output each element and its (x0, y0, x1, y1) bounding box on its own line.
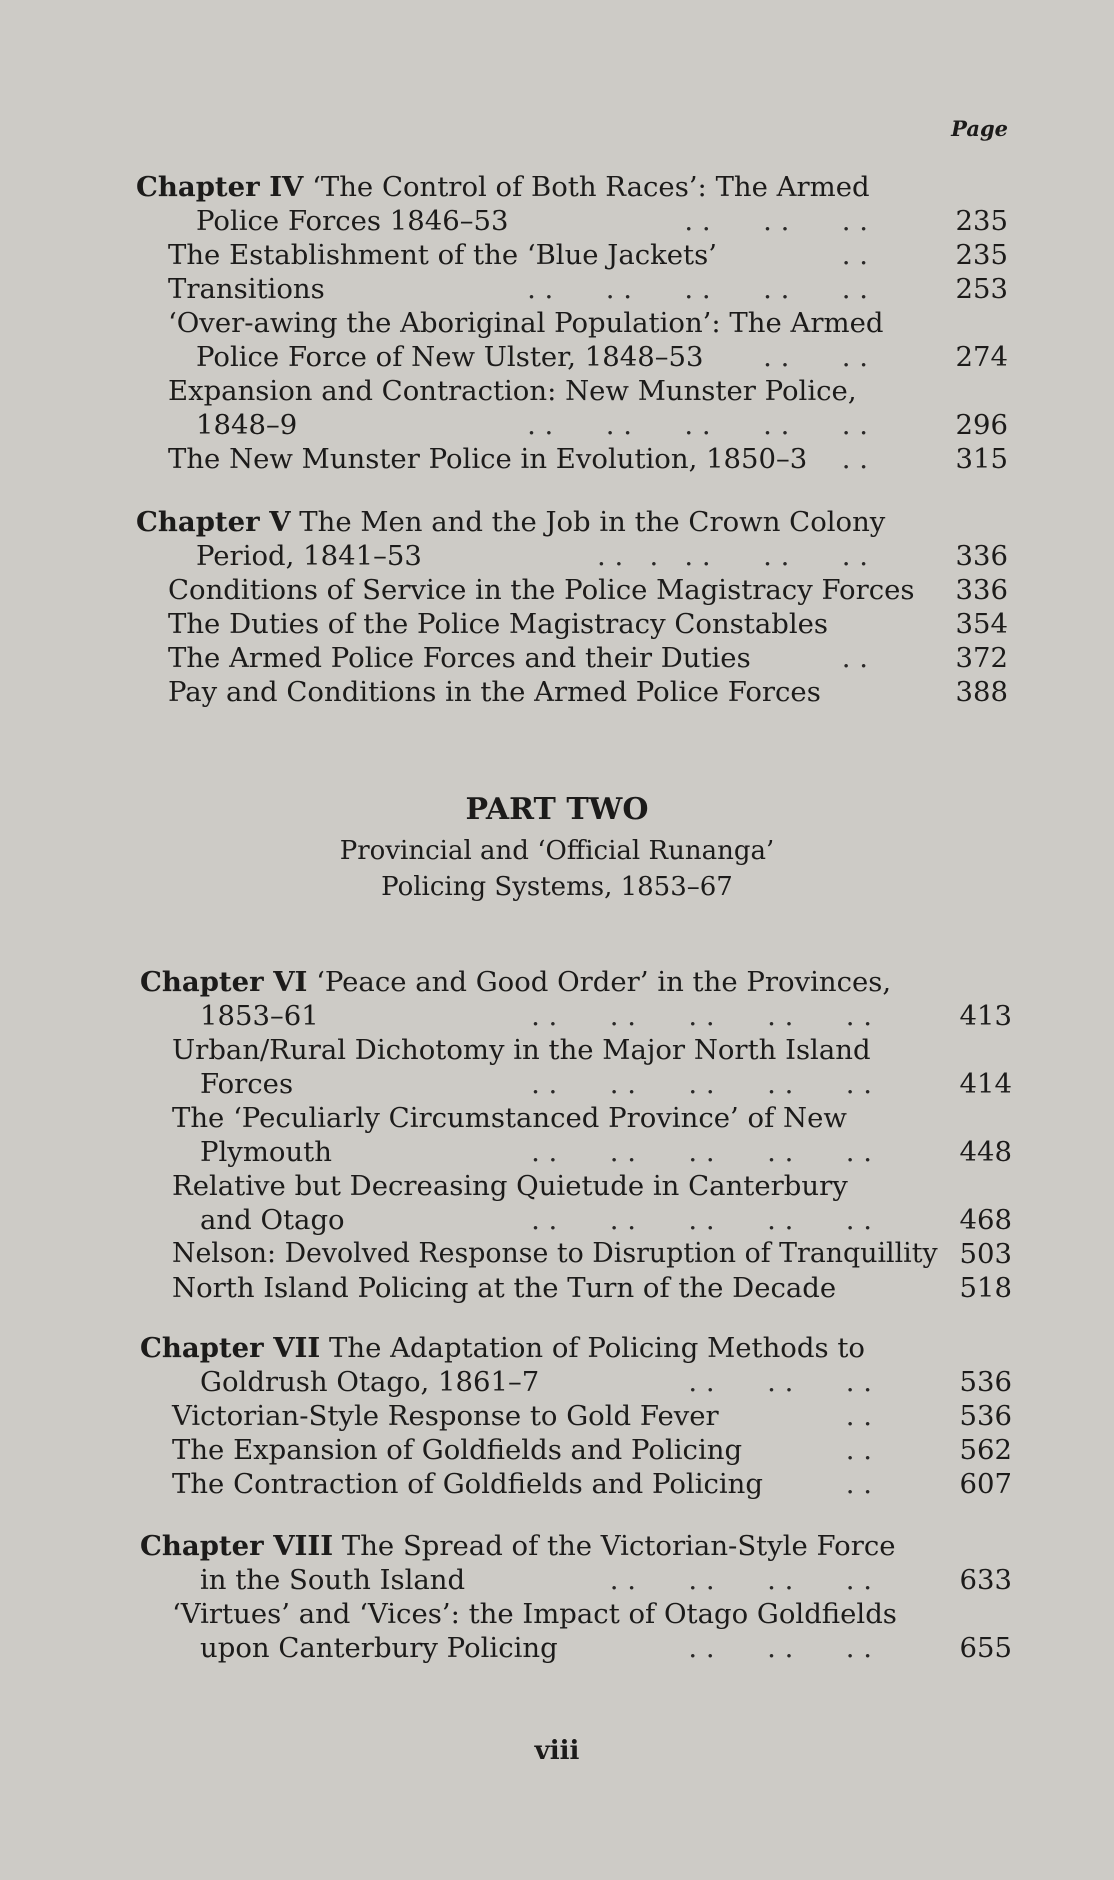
leader-dots: . . . . . . (688, 1366, 872, 1398)
chapter-v (136, 505, 1008, 709)
section-title: Urban/Rural Dichotomy in the Major North Island (172, 1034, 871, 1066)
page-number: 448 (959, 1136, 1012, 1168)
toc-entry (140, 1631, 1012, 1665)
page-number: 536 (959, 1366, 1012, 1398)
toc-entry (136, 539, 1008, 573)
leader-dots: . . . . . . . . . (597, 540, 868, 572)
chapter-vii (140, 1331, 1012, 1501)
chapter-title-cont: Police Forces 1846–53 (196, 205, 509, 237)
chapter-title: ‘Peace and Good Order’ in the Provinces, (316, 966, 892, 998)
chapter-title-cont: in the South Island (200, 1564, 466, 1596)
page-number: 315 (955, 443, 1008, 475)
toc-entry (136, 306, 1008, 340)
toc-entry (136, 675, 1008, 709)
chapter-title: The Men and the Job in the Crown Colony (299, 506, 886, 538)
chapter-title: The Adaptation of Policing Methods to (329, 1332, 865, 1364)
section-title: Transitions (168, 273, 325, 305)
section-title-cont: upon Canterbury Policing (200, 1632, 558, 1664)
chapter-viii (140, 1529, 1012, 1665)
page-number: 562 (959, 1434, 1012, 1466)
toc-entry (140, 1563, 1012, 1597)
chapter-title-cont: Period, 1841–53 (196, 540, 422, 572)
page-number: 354 (955, 608, 1008, 640)
chapter-iv (136, 170, 1008, 476)
chapter-label: Chapter IV (136, 171, 304, 203)
toc-entry (136, 607, 1008, 641)
page-number: 336 (955, 540, 1008, 572)
section-title: The Expansion of Goldfields and Policing (172, 1434, 743, 1466)
toc-entry (136, 442, 1008, 476)
toc-entry (140, 999, 1012, 1033)
leader-dots: . . . . (763, 341, 868, 373)
page-number: 413 (959, 1000, 1012, 1032)
section-title: The Establishment of the ‘Blue Jackets’ (168, 239, 717, 271)
page-number: 235 (955, 239, 1008, 271)
section-title-cont: 1848–9 (196, 409, 298, 441)
leader-dots: . . (841, 642, 868, 674)
toc-entry (140, 1433, 1012, 1467)
chapter-title: ‘The Control of Both Races’: The Armed (312, 171, 870, 203)
page-number: 518 (959, 1272, 1012, 1304)
chapter-title-cont: 1853–61 (200, 1000, 319, 1032)
page-number: 336 (955, 574, 1008, 606)
part-heading (0, 791, 1114, 905)
page-number: 503 (959, 1238, 1012, 1270)
toc-entry (140, 1067, 1012, 1101)
chapter-vi (140, 965, 1012, 1305)
toc-entry (136, 408, 1008, 442)
page-number: 633 (959, 1564, 1012, 1596)
toc-entry (136, 238, 1008, 272)
page-number: 253 (955, 273, 1008, 305)
page-number: 372 (955, 642, 1008, 674)
leader-dots: . . . . . . . . . . (531, 1136, 872, 1168)
section-title: ‘Virtues’ and ‘Vices’: the Impact of Otago Goldfields (172, 1598, 897, 1630)
leader-dots: . . (841, 443, 868, 475)
toc-entry (136, 204, 1008, 238)
toc-entry (140, 1237, 1012, 1271)
toc-entry (140, 1101, 1012, 1135)
section-title: The Armed Police Forces and their Duties (168, 642, 751, 674)
part-title: PART TWO (465, 792, 649, 827)
page-number: 655 (959, 1632, 1012, 1664)
toc-entry (140, 1135, 1012, 1169)
section-title: Expansion and Contraction: New Munster Police, (168, 375, 857, 407)
page-number: 607 (959, 1468, 1012, 1500)
toc-entry (140, 1271, 1012, 1305)
toc-entry (136, 374, 1008, 408)
toc-entry (136, 340, 1008, 374)
section-title: Relative but Decreasing Quietude in Canterbury (172, 1170, 848, 1202)
section-title-cont: Police Force of New Ulster, 1848–53 (196, 341, 704, 373)
chapter-title: The Spread of the Victorian-Style Force (341, 1530, 896, 1562)
page-number: 388 (955, 676, 1008, 708)
toc-entry (136, 573, 1008, 607)
leader-dots: . . . . . . (688, 1632, 872, 1664)
leader-dots: . . . . . . . . . . (531, 1204, 872, 1236)
section-title: Pay and Conditions in the Armed Police Forces (168, 676, 821, 708)
leader-dots: . . (845, 1468, 872, 1500)
chapter-heading (136, 505, 1008, 539)
toc-entry (140, 1203, 1012, 1237)
chapter-heading (140, 1529, 1012, 1563)
section-title: The Duties of the Police Magistracy Constables (168, 608, 828, 640)
section-title-cont: Forces (200, 1068, 294, 1100)
page-number: 536 (959, 1400, 1012, 1432)
page-number: 274 (955, 341, 1008, 373)
leader-dots: . . . . . . . . . . (531, 1000, 872, 1032)
leader-dots: . . . . . . . . . . (531, 1068, 872, 1100)
part-subtitle: Provincial and ‘Official Runanga’ (339, 836, 775, 866)
section-title: Nelson: Devolved Response to Disruption of Tranquillity (172, 1238, 938, 1269)
leader-dots: . . . . . . . . (609, 1564, 872, 1596)
chapter-label: Chapter VI (140, 966, 308, 998)
chapter-heading (136, 170, 1008, 204)
chapter-heading (140, 1331, 1012, 1365)
page-number: 296 (955, 409, 1008, 441)
leader-dots: . . (845, 1400, 872, 1432)
leader-dots: . . . . . . . . . . (527, 409, 868, 441)
section-title-cont: Plymouth (200, 1136, 332, 1168)
part-subtitle: Policing Systems, 1853–67 (381, 872, 733, 902)
section-title: Conditions of Service in the Police Magistracy Forces (168, 574, 915, 606)
toc-entry (136, 272, 1008, 306)
toc-entry (140, 1597, 1012, 1631)
toc-entry (140, 1169, 1012, 1203)
chapter-title-cont: Goldrush Otago, 1861–7 (200, 1366, 540, 1398)
section-title-cont: and Otago (200, 1204, 345, 1236)
chapter-label: Chapter VIII (140, 1530, 334, 1562)
leader-dots: . . (845, 1434, 872, 1466)
section-title: The ‘Peculiarly Circumstanced Province’ of New (172, 1102, 847, 1134)
toc-entry (140, 1467, 1012, 1501)
leader-dots: . . . . . . (684, 205, 868, 237)
chapter-heading (140, 965, 1012, 999)
section-title: The New Munster Police in Evolution, 1850–3 (168, 443, 808, 475)
page-number: 468 (959, 1204, 1012, 1236)
toc-entry (140, 1365, 1012, 1399)
page-folio: viii (534, 1736, 580, 1766)
toc-entry (136, 641, 1008, 675)
toc-entry (140, 1033, 1012, 1067)
chapter-label: Chapter V (136, 506, 291, 538)
page-number: 414 (959, 1068, 1012, 1100)
section-title: North Island Policing at the Turn of the Decade (172, 1272, 837, 1304)
leader-dots: . . . . . . . . . . (527, 273, 868, 305)
toc-entry (140, 1399, 1012, 1433)
chapter-label: Chapter VII (140, 1332, 321, 1364)
page-number: 235 (955, 205, 1008, 237)
section-title: ‘Over-awing the Aboriginal Population’: The Armed (168, 307, 884, 339)
section-title: Victorian-Style Response to Gold Fever (172, 1400, 719, 1432)
section-title: The Contraction of Goldfields and Policing (172, 1468, 763, 1500)
leader-dots: . . (841, 239, 868, 271)
page-column-label: Page (951, 116, 1008, 141)
